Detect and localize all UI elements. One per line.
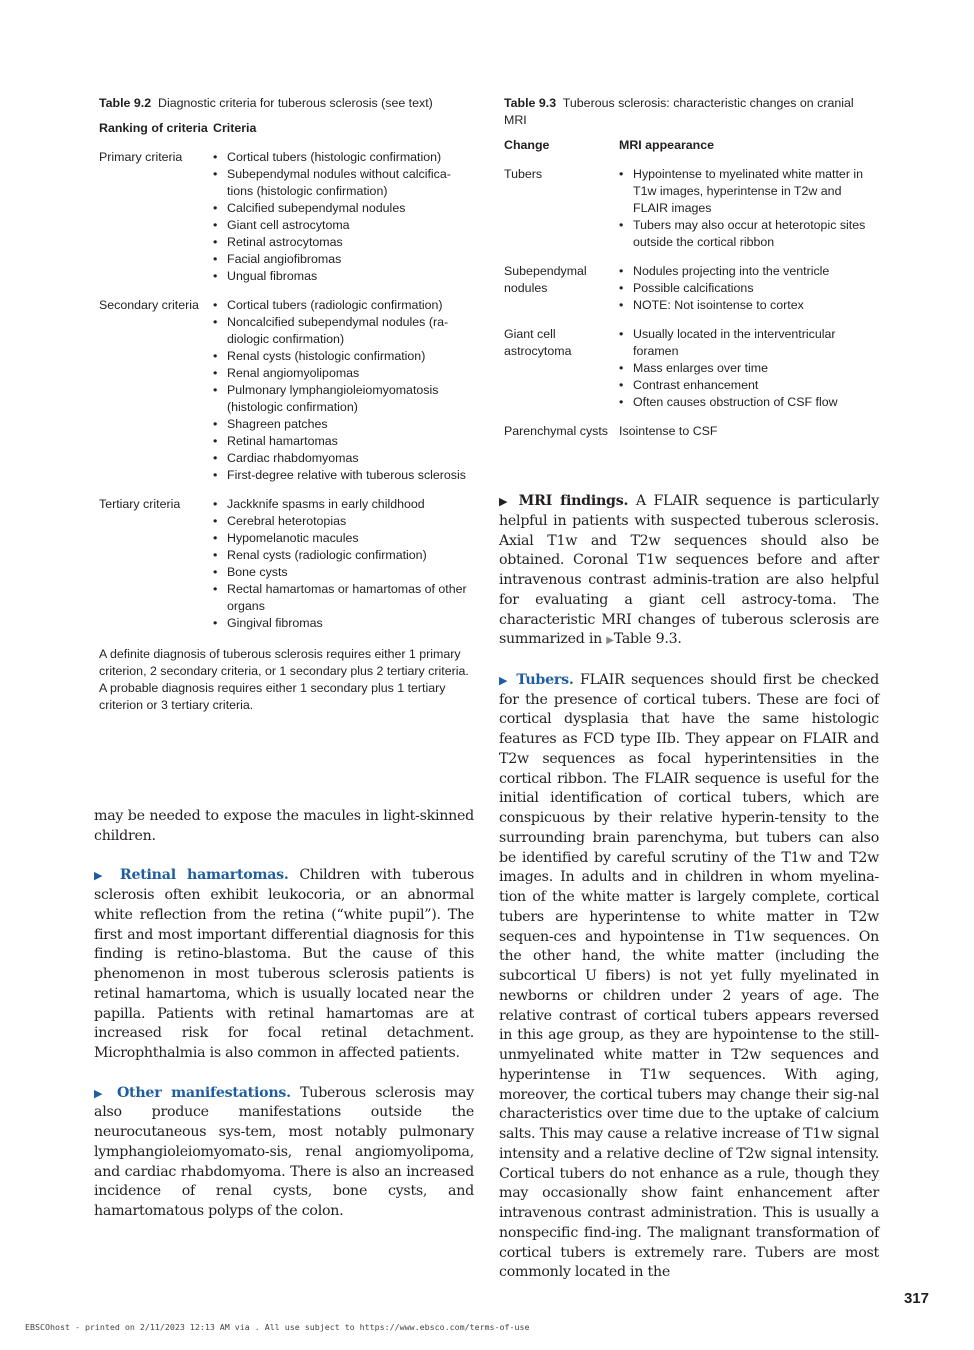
table-header: [99, 120, 471, 137]
table-notes: [99, 646, 471, 714]
column-header-mri-appearance: MRI appearance: [619, 138, 715, 152]
bullet-list: [213, 149, 471, 285]
list-item: • Retinal astrocytomas: [213, 234, 471, 251]
table-row: [504, 423, 878, 440]
row-label: Subependymal nodules: [504, 264, 587, 295]
paragraph-text: Children with tuberous sclerosis often exhibit leukocoria, or an abnormal white reflection from the retina (“white pupil”). The first and most important differential diagnosis for this finding is retino-blastoma. But the cause of this phenomenon in most tuberous sclerosis patients is retinal hamartoma, which is usually located near the papilla. Patients with retinal hamartomas are at increased risk for focal retinal detachment. Microphthalmia is also common in affected patients.: [94, 867, 474, 1061]
list-item: • Pulmonary lymphangioleiomyomatosis (histologic confirmation): [213, 382, 471, 416]
row-label: Secondary criteria: [99, 298, 199, 312]
table-9-2: [99, 95, 471, 714]
list-item: • Calcified subependymal nodules: [213, 200, 471, 217]
table-label: Table 9.3: [504, 96, 557, 110]
right-column-text: [499, 492, 879, 1303]
row-label: Parenchymal cysts: [504, 424, 608, 438]
list-item: • Retinal hamartomas: [213, 433, 471, 450]
table-title: Diagnostic criteria for tuberous sclerosis (see text): [158, 96, 433, 110]
list-item: • Cortical tubers (radiologic confirmation): [213, 297, 471, 314]
row-content: [619, 166, 878, 251]
list-item: • Renal angiomyolipomas: [213, 365, 471, 382]
table-label: Table 9.2: [99, 96, 152, 110]
list-item: • Jackknife spasms in early childhood: [213, 496, 471, 513]
row-label: Giant cell astrocytoma: [504, 327, 572, 358]
section-heading: ▶ Retinal hamartomas.: [94, 867, 289, 884]
row-content: Isointense to CSF: [619, 424, 718, 438]
list-item: • Hypointense to myelinated white matter in T1w images, hyperintense in T2w and FLAIR images: [619, 166, 878, 217]
paragraph-text: Tuberous sclerosis may also produce manifestations outside the neurocutaneous sys-tem, most notably pulmonary lymphangioleiomyomato-sis, renal angiomyolipoma, and cardiac rhabdomyoma. There is also an increased incidence of renal cysts, bone cysts, and hamartomatous polyps of the colon.: [94, 1084, 474, 1219]
table-caption: [504, 95, 878, 129]
section-heading: ▶ Other manifestations.: [94, 1084, 291, 1101]
table-note: A probable diagnosis requires either 1 secondary plus 1 tertiary criterion or 3 tertiary criteria.: [99, 681, 446, 712]
table-row: [504, 166, 878, 251]
list-item: • Hypomelanotic macules: [213, 530, 471, 547]
list-item: • Tubers may also occur at heterotopic sites outside the cortical ribbon: [619, 217, 878, 251]
bullet-list: [619, 326, 878, 411]
table-row: [504, 326, 878, 411]
page-number: 317: [903, 1290, 929, 1307]
table-row: [99, 149, 471, 285]
table-9-3: [504, 95, 878, 452]
row-content: [619, 326, 878, 411]
list-item: • Mass enlarges over time: [619, 360, 878, 377]
bullet-list: [619, 166, 878, 251]
list-item: • Cortical tubers (histologic confirmation): [213, 149, 471, 166]
list-item: • Cerebral heterotopias: [213, 513, 471, 530]
paragraph-text: FLAIR sequences should first be checked for the presence of cortical tubers. These are foci of cortical dysplasia that have the same histologic features as FCD type IIb. They appear on FLAIR and T2w sequences as focal hyperintensities in the cortical ribbon. The FLAIR sequence is useful for the initial identification of cortical tubers, which are conspicuous by their relative hyperin-tensity to the surrounding brain parenchyma, but tubers can also be identified by careful scrutiny of the T1w and T2w images. In adults and in children in whom myelina-tion of the white matter is largely complete, cortical tubers are hyperintense to white matter in T2w sequen-ces and hypointense in T1w sequences. On the other hand, the white matter (including the subcortical U fibers) is not yet fully myelinated in newborns or children under 2 years of age. The relative contrast of cortical tubers appears reversed in this age group, as they are hypointense to the still-unmyelinated white matter in T2w sequences and hyperintense in T1w sequences. With aging, moreover, the cortical tubers may change their sig-nal characteristics over time due to the uptake of calcium salts. This may cause a relative increase of T1w signal intensity and a relative decline of T2w signal intensity. Cortical tubers do not enhance as a rule, though they may occasionally show faint enhancement after intravenous contrast administration. This is usually a nonspecific find-ing. The malignant transformation of cortical tubers is extremely rare. Tubers are most commonly located in the: [499, 671, 879, 1281]
bullet-list: [213, 297, 471, 484]
table-title: Tuberous sclerosis: characteristic changes on cranial MRI: [504, 96, 854, 127]
row-label: Tubers: [504, 167, 543, 181]
row-label: Tertiary criteria: [99, 497, 181, 511]
list-item: • Rectal hamartomas or hamartomas of other organs: [213, 581, 471, 615]
list-item: • First-degree relative with tuberous sclerosis: [213, 467, 471, 484]
list-item: • Cardiac rhabdomyomas: [213, 450, 471, 467]
column-header-ranking: Ranking of criteria: [99, 121, 208, 135]
table-header: [504, 137, 878, 154]
list-item: • Noncalcified subependymal nodules (ra-diologic confirmation): [213, 314, 471, 348]
list-item: • Bone cysts: [213, 564, 471, 581]
list-item: • Ungual fibromas: [213, 268, 471, 285]
paragraph: may be needed to expose the macules in light-skinned children.: [94, 808, 474, 844]
section-heading: ▶ MRI findings.: [499, 493, 629, 509]
list-item: • Often causes obstruction of CSF flow: [619, 394, 878, 411]
list-item: • Nodules projecting into the ventricle: [619, 263, 878, 280]
list-item: • NOTE: Not isointense to cortex: [619, 297, 878, 314]
list-item: • Giant cell astrocytoma: [213, 217, 471, 234]
list-item: • Possible calcifications: [619, 280, 878, 297]
triangle-bullet-icon: ▶: [94, 1086, 108, 1100]
paragraph-retinal-hamartomas: [94, 866, 474, 1064]
paragraph-text: A FLAIR sequence is particularly helpful in patients with suspected tuberous sclerosis. Axial T1w and T2w sequences should also be obtained. Coronal T1w sequences before and after intravenous contrast adminis-tration are also helpful for evaluating a giant cell astrocy-toma. The characteristic MRI changes of tuberous sclerosis are summarized in: [499, 493, 879, 648]
left-column-text: [94, 807, 474, 1242]
triangle-bullet-icon: ▶: [94, 869, 109, 883]
row-content: [213, 496, 471, 632]
column-header-criteria: Criteria: [213, 121, 257, 135]
table-caption: [99, 95, 471, 112]
row-content: [213, 297, 471, 484]
table-row: [99, 496, 471, 632]
bullet-list: [213, 496, 471, 632]
bullet-list: [619, 263, 878, 314]
reference-arrow-icon: ▶: [606, 635, 614, 647]
triangle-bullet-icon: ▶: [499, 673, 510, 687]
list-item: • Contrast enhancement: [619, 377, 878, 394]
footer-notice: EBSCOhost - printed on 2/11/2023 12:13 AM via . All use subject to https://www.ebsco.com/terms-of-use: [25, 1322, 530, 1332]
column-header-change: Change: [504, 138, 550, 152]
paragraph-other-manifestations: [94, 1084, 474, 1222]
row-content: [619, 263, 878, 314]
row-content: [213, 149, 471, 285]
row-label: Primary criteria: [99, 150, 183, 164]
triangle-bullet-icon: ▶: [499, 495, 511, 508]
list-item: • Renal cysts (histologic confirmation): [213, 348, 471, 365]
list-item: • Usually located in the interventricular foramen: [619, 326, 878, 360]
table-note: A definite diagnosis of tuberous sclerosis requires either 1 primary criterion, 2 secondary criteria, or 1 secondary plus 2 tertiary criteria.: [99, 647, 469, 678]
table-row: [99, 297, 471, 484]
paragraph-tubers: [499, 671, 879, 1283]
list-item: • Facial angiofibromas: [213, 251, 471, 268]
list-item: • Gingival fibromas: [213, 615, 471, 632]
table-reference-link[interactable]: Table 9.3: [613, 631, 678, 648]
paragraph-mri-findings: ▶ MRI findings. A FLAIR sequence is particularly helpful in patients with suspected tuberous sclerosis. Axial T1w and T2w sequences should also be obtained. Coronal T1w sequences before and after intravenous contrast adminis-tration are also helpful for evaluating a giant cell astrocy-toma. The characteristic MRI changes of tuberous sclerosis are summarized in ▶Table 9.3.: [499, 493, 879, 648]
list-item: • Renal cysts (radiologic confirmation): [213, 547, 471, 564]
list-item: • Subependymal nodules without calcifica-tions (histologic confirmation): [213, 166, 471, 200]
table-row: [504, 263, 878, 314]
list-item: • Shagreen patches: [213, 416, 471, 433]
section-heading: ▶ Tubers.: [499, 671, 574, 688]
